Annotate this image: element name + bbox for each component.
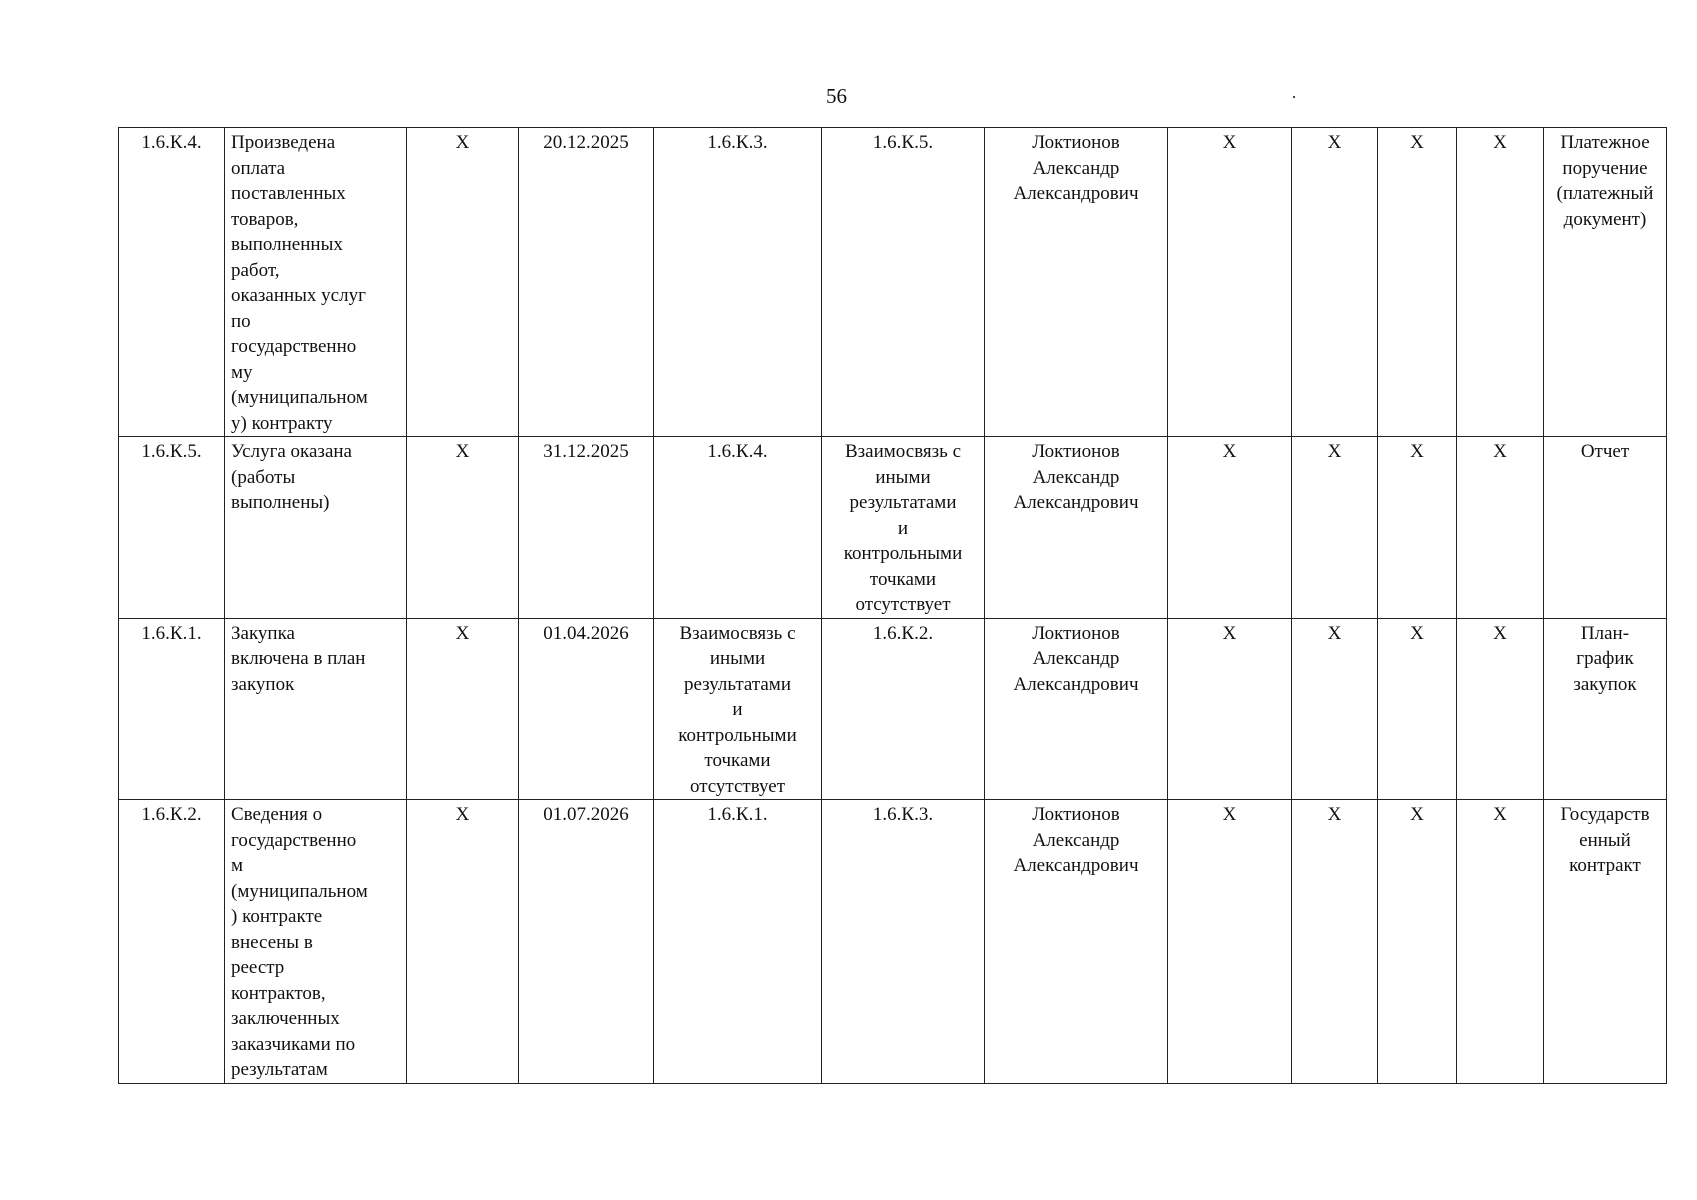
cell-x: X xyxy=(1292,437,1378,619)
cell-x: X xyxy=(407,800,519,1084)
cell-prev: 1.6.К.3. xyxy=(654,128,822,437)
cell-x: X xyxy=(407,128,519,437)
cell-x: X xyxy=(1378,800,1457,1084)
table-row xyxy=(119,128,1667,437)
cell-document: Платежное поручение (платежный документ) xyxy=(1544,128,1667,437)
cell-prev: 1.6.К.1. xyxy=(654,800,822,1084)
cell-responsible: Локтионов Александр Александрович xyxy=(985,437,1168,619)
cell-next: 1.6.К.2. xyxy=(822,618,985,800)
cell-code: 1.6.К.2. xyxy=(119,800,225,1084)
page-number: 56 xyxy=(826,84,847,108)
cell-x: X xyxy=(1168,800,1292,1084)
cell-responsible: Локтионов Александр Александрович xyxy=(985,128,1168,437)
scan-speck xyxy=(1293,96,1295,98)
cell-date: 01.04.2026 xyxy=(519,618,654,800)
cell-code: 1.6.К.5. xyxy=(119,437,225,619)
cell-x: X xyxy=(407,437,519,619)
cell-x: X xyxy=(1457,618,1544,800)
cell-document: Государств енный контракт xyxy=(1544,800,1667,1084)
cell-prev: 1.6.К.4. xyxy=(654,437,822,619)
cell-x: X xyxy=(1378,437,1457,619)
cell-next: 1.6.К.5. xyxy=(822,128,985,437)
cell-x: X xyxy=(1292,800,1378,1084)
cell-event: Сведения о государственно м (муниципальном ) контракте внесены в реестр контрактов, заключенных заказчиками по результатам xyxy=(225,800,407,1084)
cell-responsible: Локтионов Александр Александрович xyxy=(985,618,1168,800)
cell-x: X xyxy=(1378,618,1457,800)
cell-code: 1.6.К.4. xyxy=(119,128,225,437)
cell-x: X xyxy=(1168,128,1292,437)
table-row xyxy=(119,618,1667,800)
cell-document: Отчет xyxy=(1544,437,1667,619)
cell-x: X xyxy=(1457,800,1544,1084)
cell-code: 1.6.К.1. xyxy=(119,618,225,800)
cell-x: X xyxy=(1292,618,1378,800)
cell-event: Закупка включена в план закупок xyxy=(225,618,407,800)
cell-x: X xyxy=(1378,128,1457,437)
cell-document: План- график закупок xyxy=(1544,618,1667,800)
cell-date: 31.12.2025 xyxy=(519,437,654,619)
cell-prev: Взаимосвязь с иными результатами и контрольными точками отсутствует xyxy=(654,618,822,800)
cell-x: X xyxy=(1168,437,1292,619)
cell-date: 01.07.2026 xyxy=(519,800,654,1084)
cell-x: X xyxy=(1457,437,1544,619)
cell-x: X xyxy=(1457,128,1544,437)
cell-responsible: Локтионов Александр Александрович xyxy=(985,800,1168,1084)
plan-table xyxy=(118,127,1667,1084)
cell-next: Взаимосвязь с иными результатами и контрольными точками отсутствует xyxy=(822,437,985,619)
cell-next: 1.6.К.3. xyxy=(822,800,985,1084)
cell-event: Произведена оплата поставленных товаров, выполненных работ, оказанных услуг по государственно му (муниципальном у) контракту xyxy=(225,128,407,437)
cell-date: 20.12.2025 xyxy=(519,128,654,437)
cell-x: X xyxy=(407,618,519,800)
table-row xyxy=(119,800,1667,1084)
cell-x: X xyxy=(1292,128,1378,437)
table-row xyxy=(119,437,1667,619)
cell-event: Услуга оказана (работы выполнены) xyxy=(225,437,407,619)
cell-x: X xyxy=(1168,618,1292,800)
